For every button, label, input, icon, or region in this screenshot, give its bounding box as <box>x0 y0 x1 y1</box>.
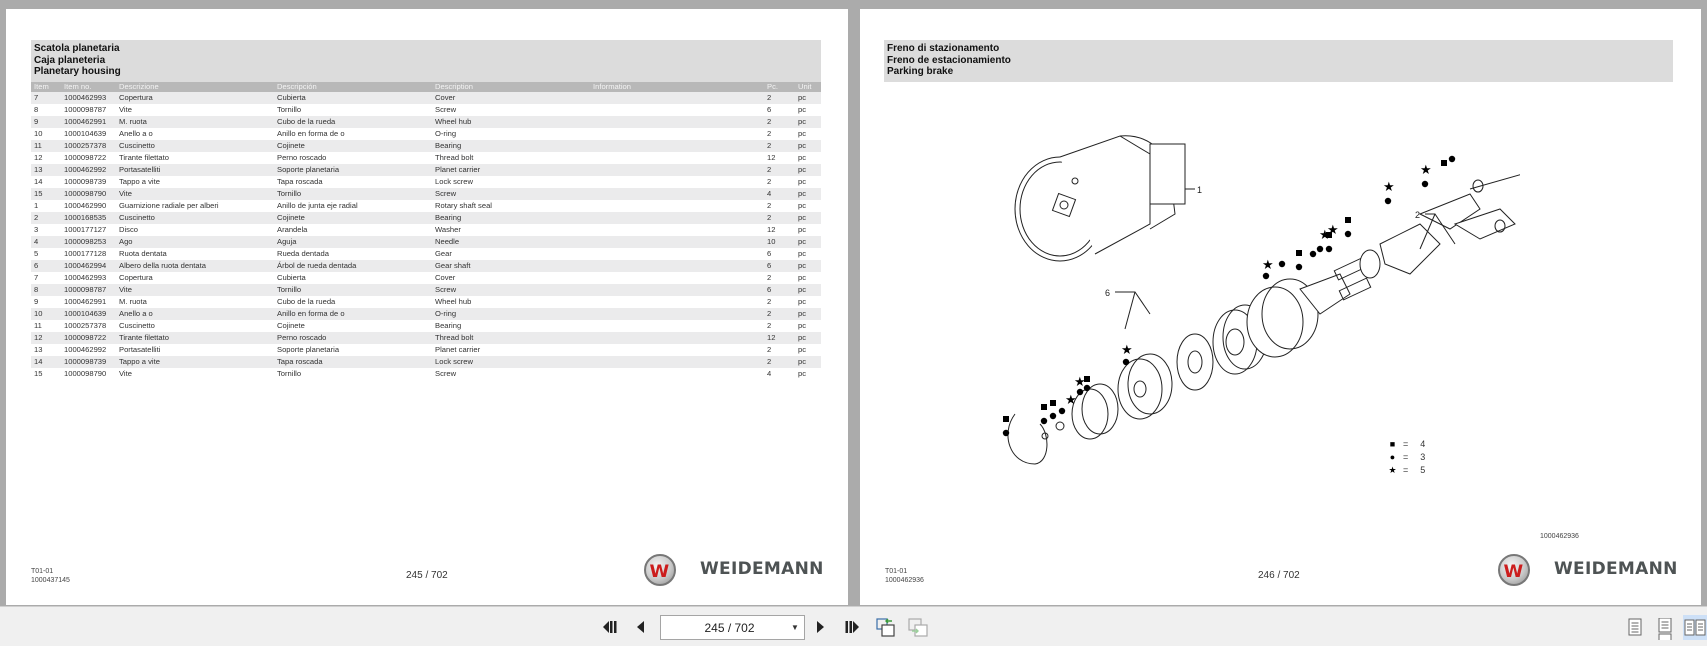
table-row <box>31 224 821 236</box>
page-selector[interactable] <box>660 615 805 640</box>
cell-descr-en: Lock screw <box>432 356 590 368</box>
cell-descr-en: Gear shaft <box>432 260 590 272</box>
header-descr-es: Descripción <box>274 82 432 92</box>
cell-item-no: 1000098787 <box>61 104 116 116</box>
cell-item-no: 1000462993 <box>61 92 116 104</box>
header-descr-it: Descrizione <box>116 82 274 92</box>
cell-item-no: 1000177127 <box>61 224 116 236</box>
table-row <box>31 128 821 140</box>
table-row <box>31 284 821 296</box>
cell-pc: 4 <box>764 368 795 380</box>
cell-descr-es: Cojinete <box>274 140 432 152</box>
last-page-button[interactable] <box>842 616 864 638</box>
cell-descr-it: Ruota dentata <box>116 248 274 260</box>
cell-descr-en: Lock screw <box>432 176 590 188</box>
table-row <box>31 356 821 368</box>
cell-pc: 6 <box>764 248 795 260</box>
cell-descr-en: Washer <box>432 224 590 236</box>
legend-value: 3 <box>1420 452 1426 462</box>
star-icon: ★ <box>1388 465 1397 475</box>
legend-row-circle: ● = 3 <box>1389 452 1426 462</box>
svg-text:★: ★ <box>1327 223 1339 238</box>
cell-descr-en: Needle <box>432 236 590 248</box>
cell-descr-es: Soporte planetaria <box>274 164 432 176</box>
cell-pc: 2 <box>764 308 795 320</box>
cell-unit: pc <box>795 176 821 188</box>
navigation-toolbar <box>0 606 1707 646</box>
cell-pc: 4 <box>764 188 795 200</box>
cell-descr-it: Vite <box>116 104 274 116</box>
table-row <box>31 140 821 152</box>
cell-unit: pc <box>795 128 821 140</box>
cell-item: 3 <box>31 224 61 236</box>
document-number: 1000462936 <box>885 577 924 584</box>
cell-descr-it: Tappo a vite <box>116 176 274 188</box>
cell-item: 15 <box>31 188 61 200</box>
cell-descr-en: Screw <box>432 188 590 200</box>
cell-item-no: 1000462990 <box>61 200 116 212</box>
cell-item: 1 <box>31 200 61 212</box>
cell-descr-en: Bearing <box>432 140 590 152</box>
cell-descr-it: Vite <box>116 188 274 200</box>
cell-pc: 2 <box>764 272 795 284</box>
cell-descr-it: M. ruota <box>116 296 274 308</box>
cell-descr-en: Screw <box>432 284 590 296</box>
chevron-down-icon: ▼ <box>791 623 799 632</box>
cell-pc: 2 <box>764 92 795 104</box>
cell-unit: pc <box>795 272 821 284</box>
cell-information <box>590 260 764 272</box>
cell-pc: 6 <box>764 284 795 296</box>
table-row <box>31 104 821 116</box>
table-row <box>31 188 821 200</box>
cell-unit: pc <box>795 152 821 164</box>
previous-page-icon <box>633 619 647 635</box>
cell-pc: 2 <box>764 116 795 128</box>
cell-item-no: 1000168535 <box>61 212 116 224</box>
cell-descr-es: Anillo en forma de o <box>274 128 432 140</box>
cell-unit: pc <box>795 92 821 104</box>
first-page-icon <box>601 619 617 635</box>
cell-information <box>590 344 764 356</box>
cell-unit: pc <box>795 248 821 260</box>
cell-information <box>590 368 764 380</box>
weidemann-logo <box>1498 552 1688 588</box>
cell-item-no: 1000462992 <box>61 344 116 356</box>
cell-item: 14 <box>31 176 61 188</box>
svg-text:★: ★ <box>1319 228 1331 243</box>
cell-descr-it: Disco <box>116 224 274 236</box>
revision-code: T01-01 <box>31 568 54 575</box>
legend-value: 5 <box>1420 465 1426 475</box>
table-row <box>31 368 821 380</box>
cell-item: 11 <box>31 320 61 332</box>
cell-unit: pc <box>795 260 821 272</box>
cell-descr-it: Anello a o <box>116 308 274 320</box>
cell-item-no: 1000098722 <box>61 332 116 344</box>
cell-descr-en: Rotary shaft seal <box>432 200 590 212</box>
cell-descr-en: Screw <box>432 104 590 116</box>
cell-item-no: 1000257378 <box>61 320 116 332</box>
cell-unit: pc <box>795 308 821 320</box>
cell-pc: 6 <box>764 104 795 116</box>
cell-item: 5 <box>31 248 61 260</box>
cell-descr-es: Cojinete <box>274 320 432 332</box>
next-page-icon <box>814 619 828 635</box>
cell-item: 12 <box>31 332 61 344</box>
cell-item-no: 1000462993 <box>61 272 116 284</box>
cell-pc: 2 <box>764 200 795 212</box>
cell-descr-it: Tirante filettato <box>116 332 274 344</box>
cell-pc: 10 <box>764 236 795 248</box>
next-view-icon <box>907 616 929 638</box>
page-selector-value: 245 / 702 <box>704 620 755 635</box>
cell-information <box>590 128 764 140</box>
cell-item: 12 <box>31 152 61 164</box>
continuous-page-icon <box>1656 618 1674 640</box>
cell-descr-es: Cubo de la rueda <box>274 296 432 308</box>
svg-text:★: ★ <box>1420 163 1432 178</box>
cell-unit: pc <box>795 224 821 236</box>
cell-descr-es: Tornillo <box>274 284 432 296</box>
title-italian: Scatola planetaria <box>34 43 120 54</box>
cell-pc: 12 <box>764 224 795 236</box>
previous-page-button[interactable] <box>629 616 651 638</box>
cell-information <box>590 164 764 176</box>
cell-pc: 2 <box>764 356 795 368</box>
cell-descr-en: Cover <box>432 92 590 104</box>
cell-pc: 2 <box>764 212 795 224</box>
page-246 <box>860 9 1701 605</box>
cell-item: 7 <box>31 272 61 284</box>
cell-unit: pc <box>795 116 821 128</box>
cell-descr-es: Tornillo <box>274 188 432 200</box>
table-row <box>31 200 821 212</box>
table-header-row <box>31 82 821 92</box>
cell-descr-it: Cuscinetto <box>116 212 274 224</box>
cell-item-no: 1000104639 <box>61 308 116 320</box>
cell-descr-it: Albero della ruota dentata <box>116 260 274 272</box>
cell-descr-en: Thread bolt <box>432 332 590 344</box>
svg-text:★: ★ <box>1065 393 1077 408</box>
title-spanish: Freno de estacionamiento <box>887 54 1011 66</box>
cell-item: 9 <box>31 296 61 308</box>
cell-unit: pc <box>795 284 821 296</box>
cell-item-no: 1000098253 <box>61 236 116 248</box>
page-number: 245 / 702 <box>406 570 448 581</box>
cell-item-no: 1000098790 <box>61 368 116 380</box>
title-english: Planetary housing <box>34 66 121 77</box>
legend-row-square: ■ = 4 <box>1389 439 1426 449</box>
cell-descr-it: Tirante filettato <box>116 152 274 164</box>
circle-icon: ● <box>1389 452 1396 462</box>
cell-information <box>590 236 764 248</box>
continuous-view-button[interactable] <box>1656 618 1674 637</box>
cell-information <box>590 308 764 320</box>
brand-name: WEIDEMANN <box>1554 559 1678 579</box>
cell-information <box>590 188 764 200</box>
cell-item: 9 <box>31 116 61 128</box>
cell-unit: pc <box>795 140 821 152</box>
symbol-legend <box>1388 438 1425 477</box>
cell-item-no: 1000462994 <box>61 260 116 272</box>
svg-text:★: ★ <box>1383 180 1395 195</box>
cell-descr-es: Aguja <box>274 236 432 248</box>
cell-pc: 12 <box>764 332 795 344</box>
cell-descr-en: Planet carrier <box>432 344 590 356</box>
table-row <box>31 344 821 356</box>
cell-descr-it: Vite <box>116 368 274 380</box>
cell-information <box>590 296 764 308</box>
cell-item-no: 1000098739 <box>61 176 116 188</box>
cell-descr-it: M. ruota <box>116 116 274 128</box>
cell-descr-es: Perno roscado <box>274 152 432 164</box>
svg-text:2: 2 <box>1415 210 1421 220</box>
cell-item: 8 <box>31 104 61 116</box>
cell-item-no: 1000462992 <box>61 164 116 176</box>
cell-information <box>590 176 764 188</box>
previous-view-button[interactable] <box>875 616 897 638</box>
table-row <box>31 236 821 248</box>
cell-descr-en: Gear <box>432 248 590 260</box>
header-descr-en: Description <box>432 82 590 92</box>
cell-information <box>590 224 764 236</box>
cell-descr-it: Anello a o <box>116 128 274 140</box>
title-italian: Freno di stazionamento <box>887 43 1000 54</box>
cell-unit: pc <box>795 188 821 200</box>
cell-item-no: 1000177128 <box>61 248 116 260</box>
table-row <box>31 308 821 320</box>
cell-descr-es: Tapa roscada <box>274 176 432 188</box>
cell-descr-es: Tornillo <box>274 104 432 116</box>
cell-pc: 2 <box>764 344 795 356</box>
cell-descr-es: Perno roscado <box>274 332 432 344</box>
cell-item: 10 <box>31 308 61 320</box>
cell-pc: 2 <box>764 176 795 188</box>
table-row <box>31 332 821 344</box>
cell-item: 2 <box>31 212 61 224</box>
cell-item-no: 1000098787 <box>61 284 116 296</box>
cell-descr-en: Thread bolt <box>432 152 590 164</box>
exploded-view-diagram <box>1000 114 1520 509</box>
logo-badge-icon: W <box>1498 554 1530 586</box>
brand-name: WEIDEMANN <box>700 559 824 579</box>
cell-descr-en: Bearing <box>432 320 590 332</box>
cell-information <box>590 248 764 260</box>
cell-descr-en: O-ring <box>432 308 590 320</box>
drawing-number: 1000462936 <box>1540 533 1579 540</box>
cell-item-no: 1000098739 <box>61 356 116 368</box>
cell-information <box>590 104 764 116</box>
cell-pc: 6 <box>764 260 795 272</box>
cell-information <box>590 200 764 212</box>
cell-information <box>590 272 764 284</box>
cell-descr-it: Cuscinetto <box>116 320 274 332</box>
callout-six-bracket <box>1115 292 1150 329</box>
cell-unit: pc <box>795 368 821 380</box>
svg-text:★: ★ <box>1074 375 1086 390</box>
parts-table <box>31 82 821 380</box>
cell-item: 13 <box>31 344 61 356</box>
cell-item-no: 1000104639 <box>61 128 116 140</box>
cell-information <box>590 152 764 164</box>
header-item: Item <box>31 82 61 92</box>
page-245 <box>6 9 848 605</box>
cell-descr-it: Portasatelliti <box>116 164 274 176</box>
cell-descr-it: Cuscinetto <box>116 140 274 152</box>
table-row <box>31 116 821 128</box>
square-icon: ■ <box>1389 439 1396 449</box>
cell-information <box>590 332 764 344</box>
legend-value: 4 <box>1420 439 1426 449</box>
cell-unit: pc <box>795 212 821 224</box>
cell-item-no: 1000462991 <box>61 296 116 308</box>
cell-item: 14 <box>31 356 61 368</box>
cell-unit: pc <box>795 320 821 332</box>
last-page-icon <box>845 619 861 635</box>
cell-unit: pc <box>795 104 821 116</box>
header-information: Information <box>590 82 764 92</box>
cell-descr-en: Wheel hub <box>432 296 590 308</box>
cell-descr-es: Tornillo <box>274 368 432 380</box>
svg-text:★: ★ <box>1262 258 1274 273</box>
cell-item: 6 <box>31 260 61 272</box>
two-page-view-button[interactable] <box>1683 615 1707 640</box>
cell-descr-en: Screw <box>432 368 590 380</box>
assembled-brake-icon <box>1015 136 1195 261</box>
svg-text:6: 6 <box>1105 288 1111 298</box>
cell-item: 4 <box>31 236 61 248</box>
title-english: Parking brake <box>887 66 954 77</box>
cell-item: 7 <box>31 92 61 104</box>
cell-unit: pc <box>795 344 821 356</box>
cell-unit: pc <box>795 200 821 212</box>
cell-pc: 2 <box>764 164 795 176</box>
cell-unit: pc <box>795 236 821 248</box>
cell-descr-it: Copertura <box>116 272 274 284</box>
cell-descr-en: O-ring <box>432 128 590 140</box>
parts-table-body <box>31 92 821 380</box>
header-item-no: Item no. <box>61 82 116 92</box>
document-code <box>885 567 924 585</box>
table-row <box>31 260 821 272</box>
cell-unit: pc <box>795 164 821 176</box>
cell-pc: 2 <box>764 320 795 332</box>
svg-text:★: ★ <box>1121 343 1133 358</box>
previous-view-icon <box>875 616 897 638</box>
cell-descr-es: Cubierta <box>274 272 432 284</box>
cell-descr-it: Ago <box>116 236 274 248</box>
cell-pc: 2 <box>764 140 795 152</box>
two-page-icon <box>1683 615 1707 640</box>
page-number: 246 / 702 <box>1258 570 1300 581</box>
cell-descr-it: Tappo a vite <box>116 356 274 368</box>
document-number: 1000437145 <box>31 577 70 584</box>
cell-item: 13 <box>31 164 61 176</box>
first-page-button[interactable] <box>598 616 620 638</box>
section-title-block <box>884 40 1673 82</box>
cell-information <box>590 356 764 368</box>
single-page-view-button[interactable] <box>1626 618 1644 637</box>
cell-item: 8 <box>31 284 61 296</box>
weidemann-logo <box>644 552 834 588</box>
table-row <box>31 272 821 284</box>
table-row <box>31 164 821 176</box>
next-page-button[interactable] <box>810 616 832 638</box>
cell-descr-it: Copertura <box>116 92 274 104</box>
table-row <box>31 296 821 308</box>
cell-descr-en: Bearing <box>432 212 590 224</box>
cell-pc: 2 <box>764 296 795 308</box>
single-page-icon <box>1626 618 1644 637</box>
cell-unit: pc <box>795 296 821 308</box>
cell-item-no: 1000462991 <box>61 116 116 128</box>
cell-descr-it: Guarnizione radiale per alberi <box>116 200 274 212</box>
cell-pc: 12 <box>764 152 795 164</box>
cell-information <box>590 320 764 332</box>
logo-badge-icon: W <box>644 554 676 586</box>
cell-descr-es: Cubo de la rueda <box>274 116 432 128</box>
cell-descr-es: Anillo de junta eje radial <box>274 200 432 212</box>
revision-code: T01-01 <box>885 568 908 575</box>
cell-descr-es: Rueda dentada <box>274 248 432 260</box>
cell-information <box>590 116 764 128</box>
cell-information <box>590 284 764 296</box>
cell-information <box>590 92 764 104</box>
cell-item: 10 <box>31 128 61 140</box>
cell-information <box>590 212 764 224</box>
cell-descr-es: Arandela <box>274 224 432 236</box>
cell-item-no: 1000257378 <box>61 140 116 152</box>
cell-item: 15 <box>31 368 61 380</box>
cell-item-no: 1000098790 <box>61 188 116 200</box>
cell-unit: pc <box>795 356 821 368</box>
cell-pc: 2 <box>764 128 795 140</box>
cell-item: 11 <box>31 140 61 152</box>
cell-unit: pc <box>795 332 821 344</box>
title-spanish: Caja planeteria <box>34 54 106 66</box>
table-row <box>31 320 821 332</box>
header-pc: Pc. <box>764 82 795 92</box>
svg-text:1: 1 <box>1197 185 1203 195</box>
section-title-block <box>31 40 821 82</box>
cell-information <box>590 140 764 152</box>
table-row <box>31 212 821 224</box>
header-unit: Unit <box>795 82 821 92</box>
cell-descr-en: Cover <box>432 272 590 284</box>
cell-descr-es: Cubierta <box>274 92 432 104</box>
cell-descr-en: Wheel hub <box>432 116 590 128</box>
legend-row-star: ★ = 5 <box>1388 465 1426 475</box>
next-view-button[interactable] <box>907 616 929 638</box>
cell-descr-es: Tapa roscada <box>274 356 432 368</box>
cell-descr-it: Vite <box>116 284 274 296</box>
table-row <box>31 152 821 164</box>
cell-descr-es: Soporte planetaria <box>274 344 432 356</box>
cell-descr-en: Planet carrier <box>432 164 590 176</box>
document-code <box>31 567 70 585</box>
cell-descr-es: Cojinete <box>274 212 432 224</box>
table-row <box>31 176 821 188</box>
cell-item-no: 1000098722 <box>61 152 116 164</box>
table-row <box>31 92 821 104</box>
cell-descr-es: Anillo en forma de o <box>274 308 432 320</box>
table-row <box>31 248 821 260</box>
cell-descr-es: Árbol de rueda dentada <box>274 260 432 272</box>
cell-descr-it: Portasatelliti <box>116 344 274 356</box>
